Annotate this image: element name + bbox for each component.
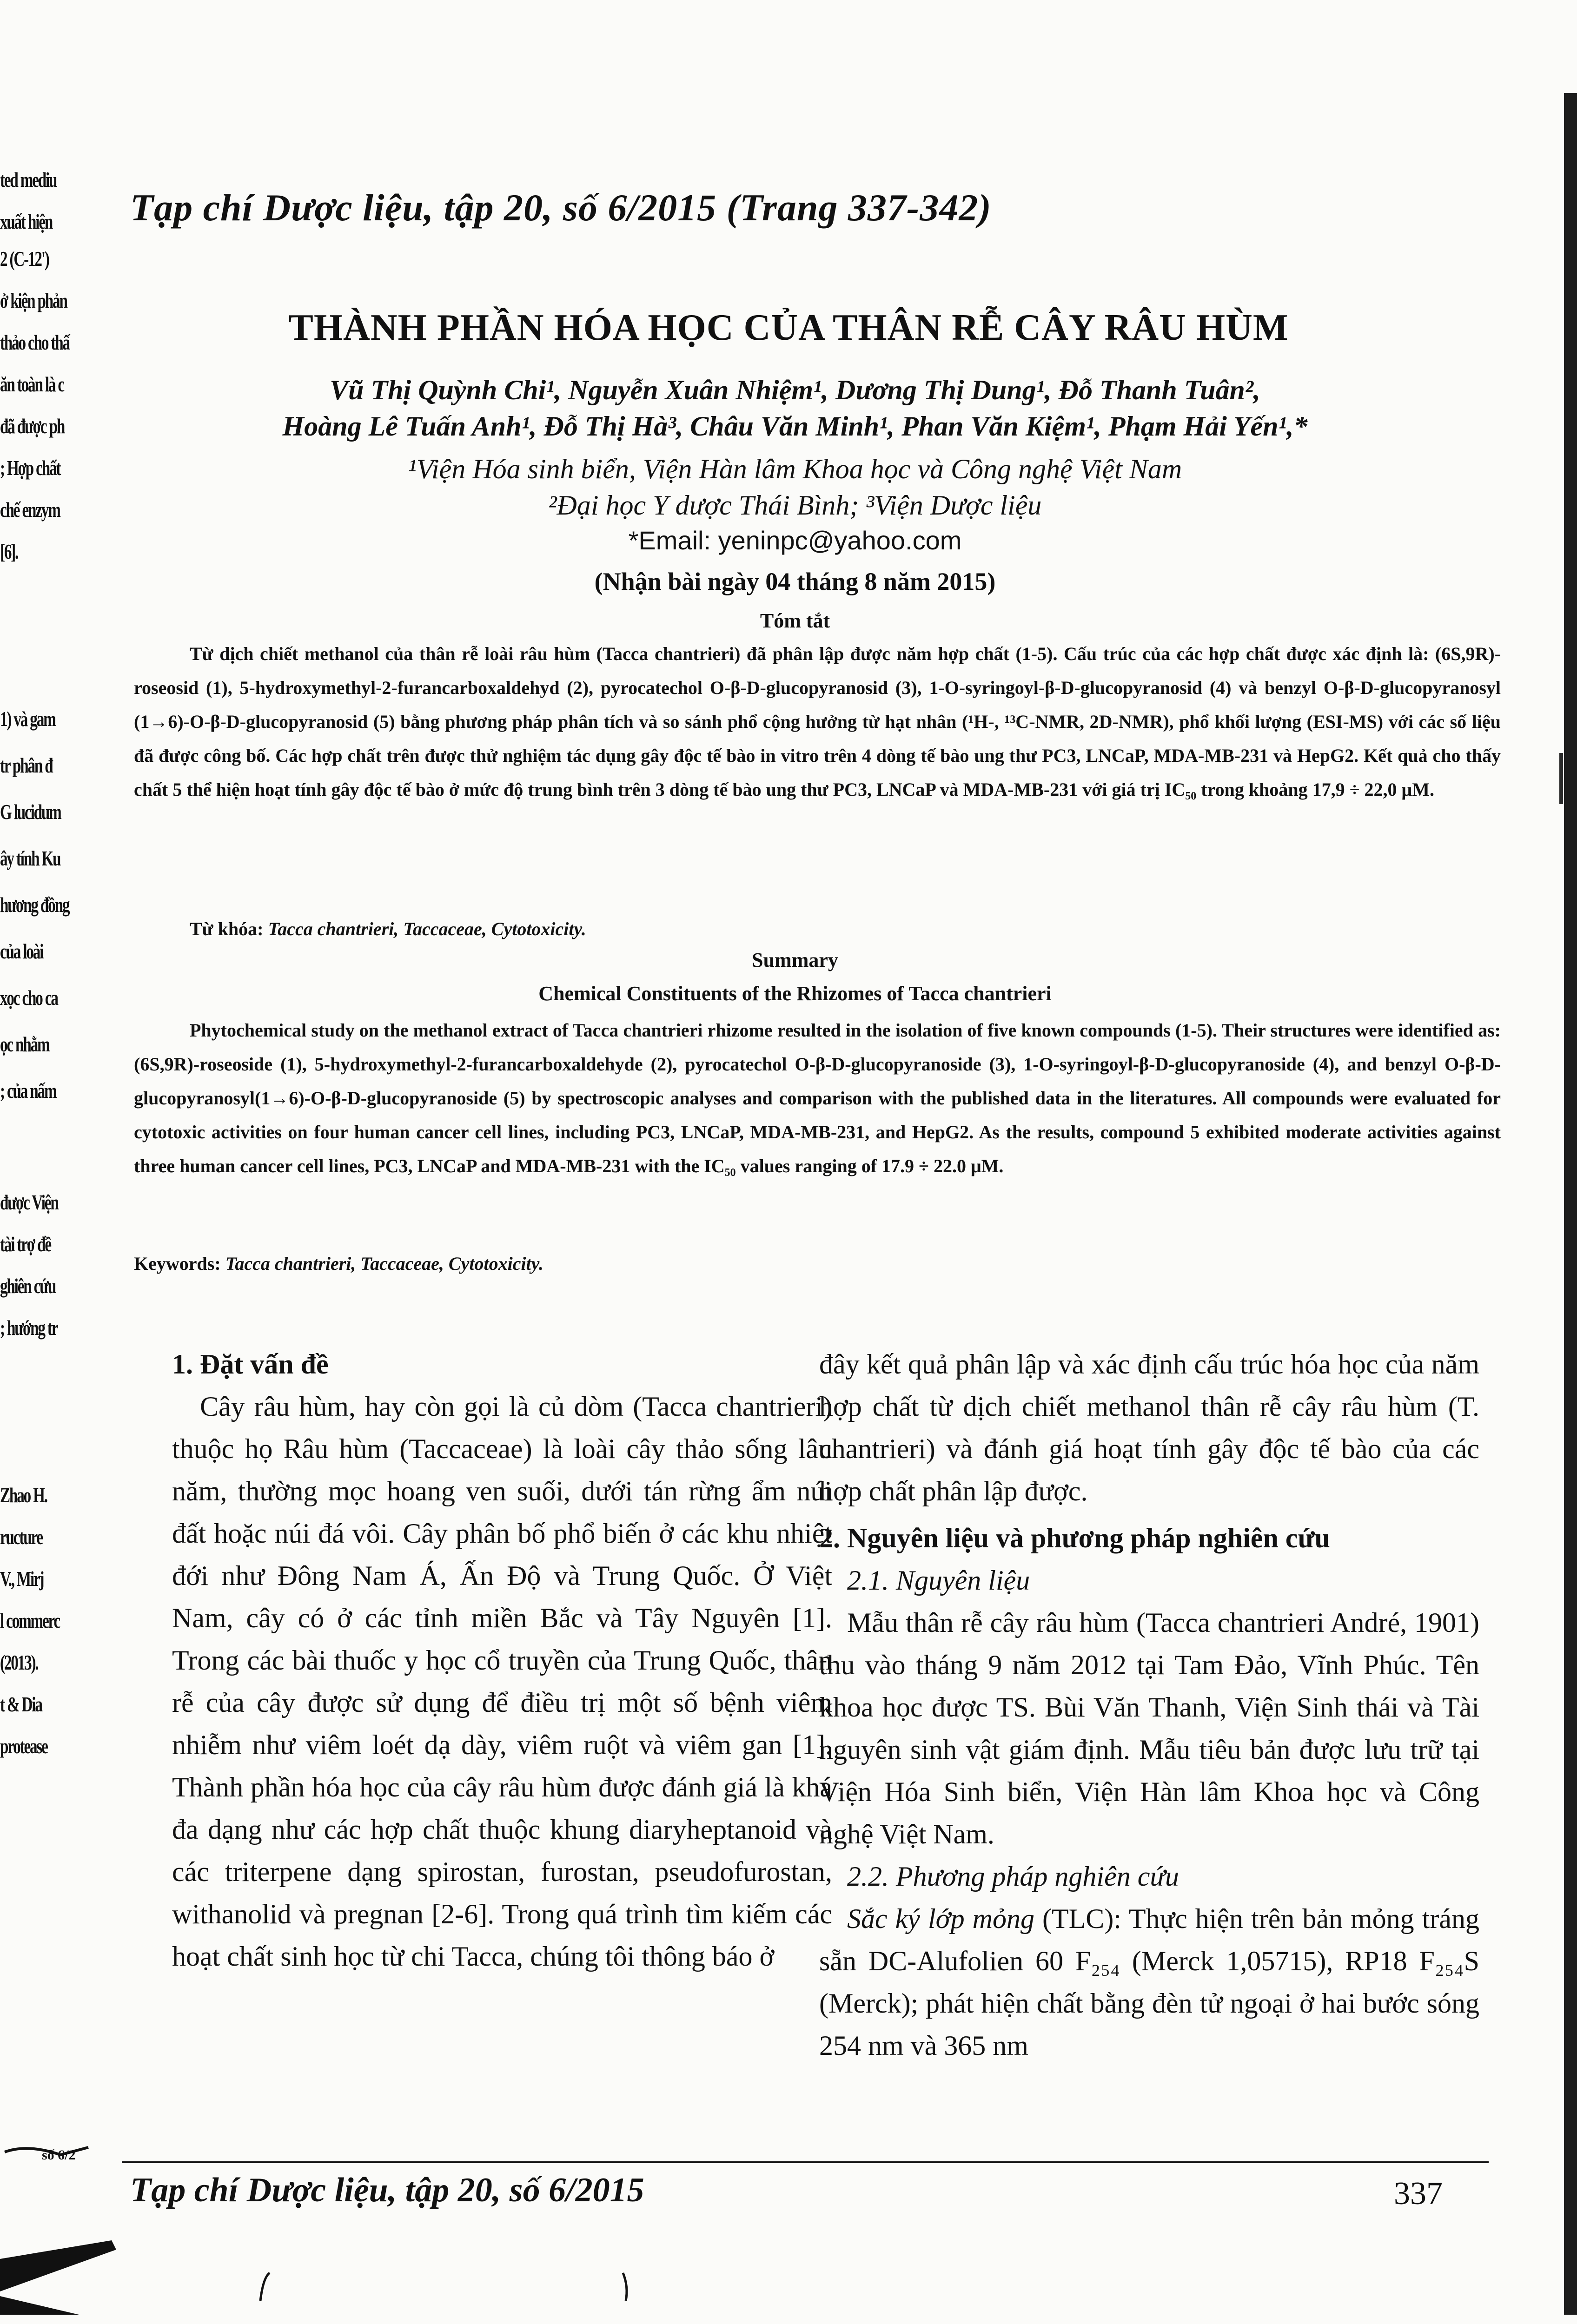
summary-title: Chemical Constituents of the Rhizomes of Tacca chantrieri	[538, 982, 1052, 1005]
facing-page-bleed-refs: Zhao H. ructure V., Mirj l commerc (2013). t & Dia protease	[0, 1483, 60, 1758]
section-1-heading: 1. Đặt vấn đề	[172, 1349, 329, 1380]
body-column-left	[172, 1343, 832, 1978]
scan-edge-mark	[1559, 753, 1563, 804]
keywords-en	[134, 1253, 543, 1274]
affiliation-2: ²Đại học Y dược Thái Bình; ³Viện Dược liệu	[548, 490, 1042, 521]
abstract-vi	[134, 637, 1501, 806]
scan-shadow	[0, 2226, 121, 2315]
tlc-lead: Sắc ký lớp mỏng	[847, 1903, 1034, 1934]
keywords-en-label: Keywords:	[134, 1253, 221, 1274]
body-column-right	[819, 1343, 1479, 2067]
authors-line-1: Vũ Thị Quỳnh Chi¹, Nguyễn Xuân Nhiệm¹, Dương Thị Dung¹, Đỗ Thanh Tuân²,	[330, 375, 1260, 405]
tlc-text: (TLC): Thực hiện trên bản mỏng tráng sẵn DC-Alufolien 60 F₂₅₄ (Merck 1,05715), RP18 F₂₅₄S (Merck); phát hiện chất bằng đèn tử ngoại ở hai bước sóng 254 nm và 365 nm	[819, 1903, 1479, 2061]
keywords-vi-label: Từ khóa:	[190, 918, 264, 939]
affiliations	[121, 451, 1469, 523]
section-2-1-body: Mẫu thân rễ cây râu hùm (Tacca chantrieri André, 1901) thu vào tháng 9 năm 2012 tại Tam Đảo, Vĩnh Phúc. Tên khoa học được TS. Bùi Văn Thanh, Viện Sinh thái và Tài nguyên sinh vật giám định. Mẫu tiêu bản được lưu trữ tại Viện Hóa Sinh biển, Viện Hàn lâm Khoa học và Công nghệ Việt Nam.	[819, 1607, 1479, 1849]
abstract-en	[134, 1013, 1501, 1183]
keywords-en-text: Tacca chantrieri, Taccaceae, Cytotoxicity.	[225, 1253, 543, 1274]
section-1-continued: đây kết quả phân lập và xác định cấu trúc hóa học của năm hợp chất từ dịch chiết methanol thân rễ cây râu hùm (T. chantrieri) và đánh giá hoạt tính gây độc tế bào của các hợp chất phân lập được.	[819, 1349, 1479, 1506]
authors	[121, 372, 1469, 444]
facing-page-bleed: ted mediu xuất hiện 2 (C-12') ở kiện phản thảo cho thấ ăn toàn là c đã được ph ; Hợp chất chế enzym [6]. 1) và gam tr phân đ G lucidum ây tính Ku hương đồng của loài xọc cho ca ọc nhằm ; của nấm được Viện tài trợ đề ghiên cứu ; hướng tr	[0, 168, 69, 1340]
section-2-heading: 2. Nguyên liệu và phương pháp nghiên cứu	[819, 1523, 1330, 1553]
section-2-1-heading: 2.1. Nguyên liệu	[847, 1565, 1030, 1596]
summary-heading: Summary	[752, 949, 838, 971]
authors-line-2: Hoàng Lê Tuấn Anh¹, Đỗ Thị Hà³, Châu Văn Minh¹, Phan Văn Kiệm¹, Phạm Hải Yến¹,*	[282, 411, 1308, 442]
footer-journal: Tạp chí Dược liệu, tập 20, số 6/2015	[130, 2171, 644, 2209]
scan-marks	[251, 2268, 669, 2305]
footer-rule	[122, 2161, 1489, 2163]
svg-text:số 6/2: số 6/2	[42, 2147, 76, 2161]
abstract-vi-heading: Tóm tắt	[760, 609, 830, 632]
abstract-en-text: Phytochemical study on the methanol extract of Tacca chantrieri rhizome resulted in the isolation of five known compounds (1-5). Their structures were identified as: (6S,9R)-roseoside (1), 5-hydroxymethyl-2-furancarboxaldehyde (2), pyrocatechol O-β-D-glucopyranoside (3), 1-O-syringoyl-β-D-glucopyranoside (4), and benzyl O-β-D-glucopyranosyl(1→6)-O-β-D-glucopyranoside (5) by spectroscopic analyses and comparison with the published data in the literatures. All compounds were evaluated for cytotoxic activities on four human cancer cell lines, including PC3, LNCaP, MDA-MB-231, and HepG2. As the results, compound 5 exhibited moderate activities against three human cancer cell lines, PC3, LNCaP and MDA-MB-231 with the IC₅₀ values ranging of 17.9 ÷ 22.0 μM.	[134, 1020, 1501, 1176]
affiliation-1: ¹Viện Hóa sinh biển, Viện Hàn lâm Khoa học và Công nghệ Việt Nam	[408, 454, 1182, 484]
facing-footer-fragment	[0, 2143, 93, 2161]
section-2-2-body	[819, 1898, 1479, 2067]
scan-edge	[1564, 93, 1577, 2315]
journal-header: Tạp chí Dược liệu, tập 20, số 6/2015 (Trang 337-342)	[130, 186, 992, 229]
article-title: THÀNH PHẦN HÓA HỌC CỦA THÂN RỄ CÂY RÂU HÙM	[288, 307, 1289, 348]
section-1-body: Cây râu hùm, hay còn gọi là củ dòm (Tacca chantrieri) thuộc họ Râu hùm (Taccaceae) là loài cây thảo sống lâu năm, thường mọc hoang ven suối, dưới tán rừng ẩm núi đất hoặc núi đá vôi. Cây phân bố phổ biến ở các khu nhiệt đới như Đông Nam Á, Ấn Độ và Trung Quốc. Ở Việt Nam, cây có ở các tỉnh miền Bắc và Tây Nguyên [1]. Trong các bài thuốc y học cổ truyền của Trung Quốc, thân rễ của cây được sử dụng để điều trị một số bệnh viêm nhiễm như viêm loét dạ dày, viêm ruột và viêm gan [1]. Thành phần hóa học của cây râu hùm được đánh giá là khá đa dạng như các hợp chất thuộc khung diaryheptanoid và các triterpene dạng spirostan, furostan, pseudofurostan, withanolid và pregnan [2-6]. Trong quá trình tìm kiếm các hoạt chất sinh học từ chi Tacca, chúng tôi thông báo ở	[172, 1391, 832, 1972]
keywords-vi	[190, 918, 586, 940]
abstract-vi-text: Từ dịch chiết methanol của thân rễ loài râu hùm (Tacca chantrieri) đã phân lập được năm hợp chất (1-5). Cấu trúc của các hợp chất được xác định là: (6S,9R)-roseosid (1), 5-hydroxymethyl-2-furancarboxaldehyd (2), pyrocatechol O-β-D-glucopyranosid (3), 1-O-syringoyl-β-D-glucopyranosid (4) và benzyl O-β-D-glucopyranosyl (1→6)-O-β-D-glucopyranosid (5) bằng phương pháp phân tích và so sánh phổ cộng hưởng từ hạt nhân (¹H-, ¹³C-NMR, 2D-NMR), phổ khối lượng (ESI-MS) với các số liệu đã được công bố. Các hợp chất trên được thử nghiệm tác dụng gây độc tế bào in vitro trên 4 dòng tế bào ung thư PC3, LNCaP, MDA-MB-231 và HepG2. Kết quả cho thấy chất 5 thể hiện hoạt tính gây độc tế bào ở mức độ trung bình trên 3 dòng tế bào ung thư PC3, LNCaP và MDA-MB-231 với giá trị IC₅₀ trong khoảng 17,9 ÷ 22,0 μM.	[134, 643, 1501, 800]
page-number: 337	[1394, 2176, 1443, 2212]
contact-email: *Email: yeninpc@yahoo.com	[628, 526, 962, 555]
section-2-2-heading: 2.2. Phương pháp nghiên cứu	[847, 1861, 1179, 1892]
received-date: (Nhận bài ngày 04 tháng 8 năm 2015)	[594, 568, 996, 595]
keywords-vi-text: Tacca chantrieri, Taccaceae, Cytotoxicity.	[268, 918, 586, 939]
